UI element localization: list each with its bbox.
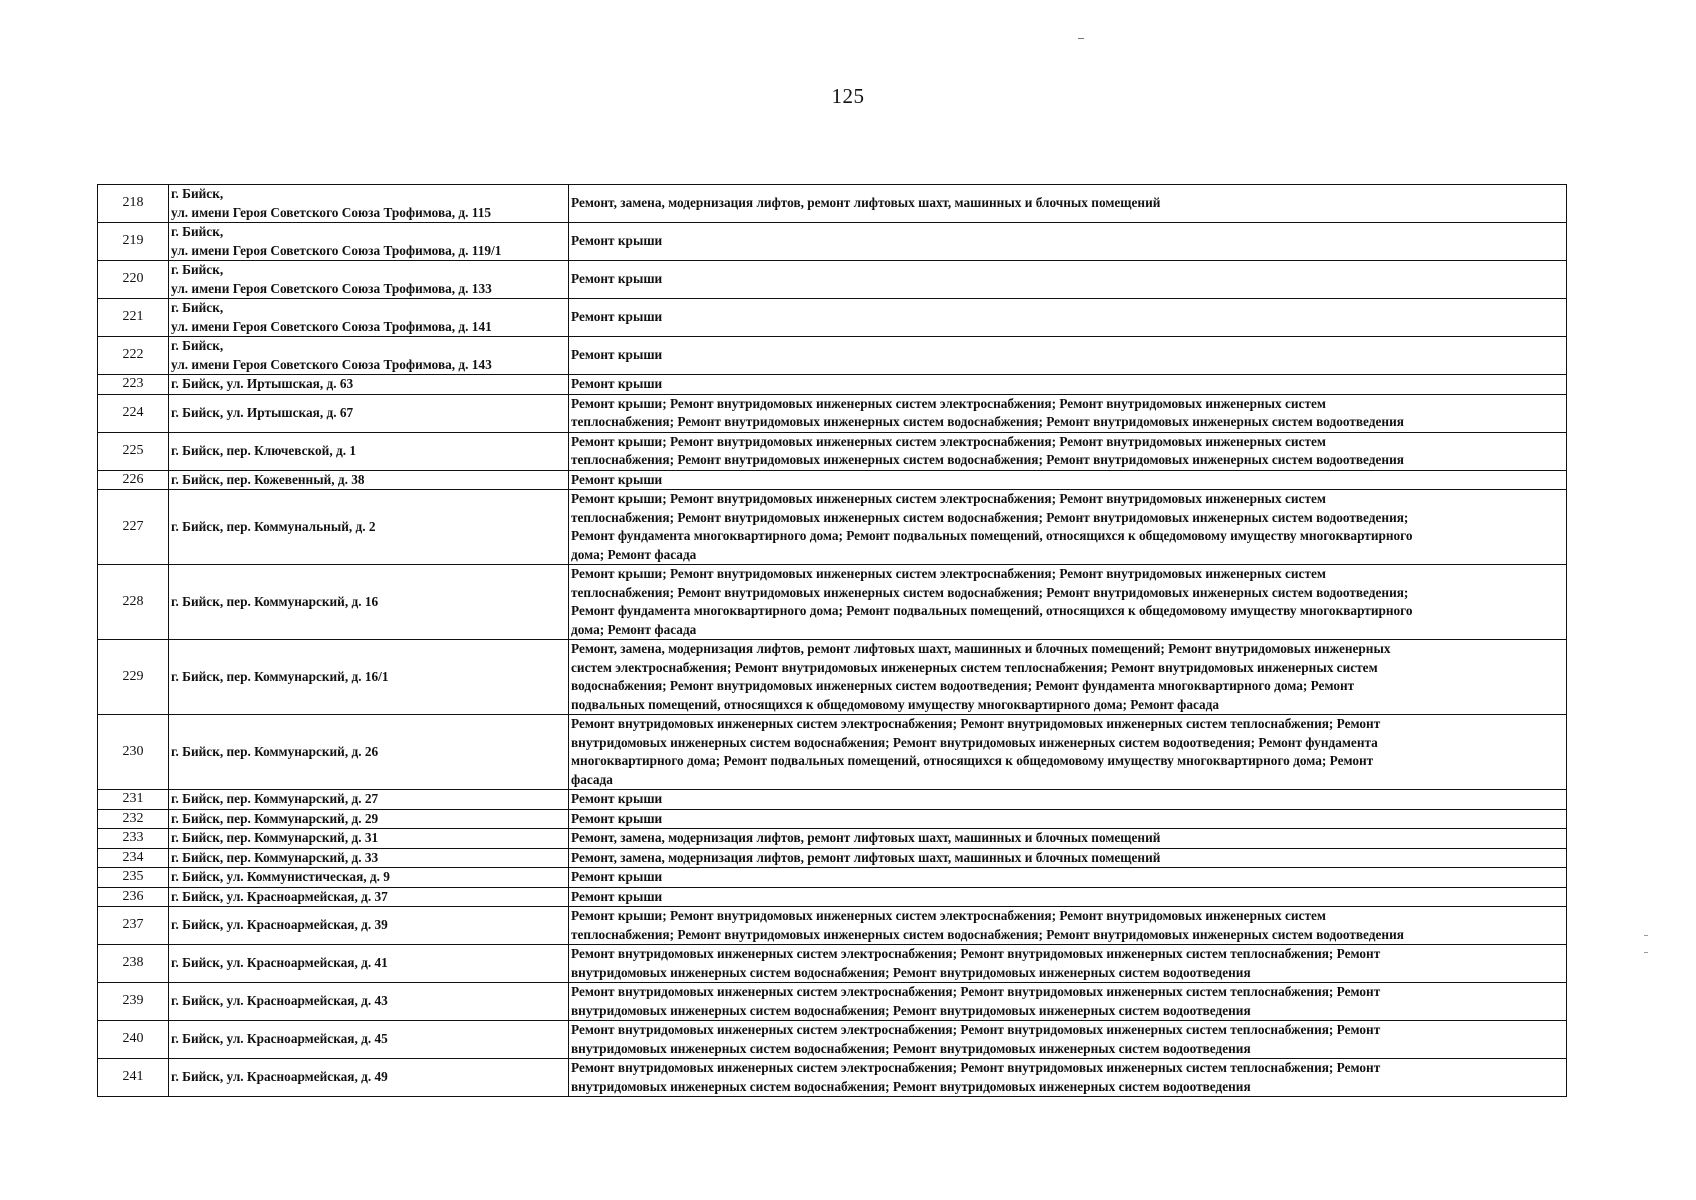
address-line: г. Бийск, пер. Коммунарский, д. 26 <box>171 743 379 759</box>
address-cell <box>169 185 569 223</box>
address-line: г. Бийск, ул. Иртышская, д. 67 <box>171 404 354 420</box>
row-number: 224 <box>98 394 169 432</box>
address-line: г. Бийск, пер. Коммунарский, д. 27 <box>171 791 379 806</box>
row-number: 240 <box>98 1021 169 1059</box>
work-type-line: Ремонт фундамента многоквартирного дома; Ремонт подвальных помещений, относящихся к общедомовому имуществу многоквартирного <box>571 603 1413 618</box>
address-line: г. Бийск, пер. Коммунарский, д. 33 <box>171 849 379 865</box>
work-type-cell <box>569 375 1567 395</box>
work-type-line: теплоснабжения; Ремонт внутридомовых инженерных систем водоснабжения; Ремонт внутридомовых инженерных систем водоотведения <box>571 414 1404 429</box>
work-type-line: внутридомовых инженерных систем водоснабжения; Ремонт внутридомовых инженерных систем водоотведения <box>571 1078 1251 1094</box>
row-number: 239 <box>98 983 169 1021</box>
work-type-line: Ремонт внутридомовых инженерных систем электроснабжения; Ремонт внутридомовых инженерных систем теплоснабжения; Ремонт <box>571 984 1381 999</box>
work-type-line: Ремонт крыши <box>571 347 663 363</box>
work-type-line: внутридомовых инженерных систем водоснабжения; Ремонт внутридомовых инженерных систем водоотведения <box>571 1040 1251 1056</box>
work-type-cell <box>569 829 1567 849</box>
work-type-line: Ремонт крыши; Ремонт внутридомовых инженерных систем электроснабжения; Ремонт внутридомовых инженерных систем <box>571 491 1326 506</box>
scan-mark <box>1078 38 1084 39</box>
table-row <box>98 394 1567 432</box>
address-line: г. Бийск, ул. Красноармейская, д. 37 <box>171 888 388 904</box>
work-type-cell <box>569 640 1567 715</box>
address-line: г. Бийск, пер. Кожевенный, д. 38 <box>171 471 365 487</box>
address-line: г. Бийск, ул. Красноармейская, д. 49 <box>171 1069 388 1085</box>
work-type-cell <box>569 983 1567 1021</box>
address-cell <box>169 790 569 810</box>
table-row <box>98 715 1567 790</box>
work-type-cell <box>569 470 1567 490</box>
address-cell <box>169 887 569 907</box>
work-type-line: Ремонт внутридомовых инженерных систем электроснабжения; Ремонт внутридомовых инженерных систем теплоснабжения; Ремонт <box>571 1022 1381 1037</box>
row-number: 233 <box>98 829 169 849</box>
address-cell <box>169 945 569 983</box>
work-type-line: Ремонт крыши; Ремонт внутридомовых инженерных систем электроснабжения; Ремонт внутридомовых инженерных систем <box>571 395 1326 411</box>
work-type-cell <box>569 1021 1567 1059</box>
work-type-line: теплоснабжения; Ремонт внутридомовых инженерных систем водоснабжения; Ремонт внутридомовых инженерных систем водоотведения; <box>571 584 1409 600</box>
work-type-cell <box>569 1059 1567 1097</box>
work-type-cell <box>569 432 1567 470</box>
address-line: ул. имени Героя Советского Союза Трофимова, д. 143 <box>171 356 492 372</box>
address-line: ул. имени Героя Советского Союза Трофимова, д. 141 <box>171 318 492 334</box>
table-row <box>98 261 1567 299</box>
address-cell <box>169 223 569 261</box>
address-line: г. Бийск, ул. Коммунистическая, д. 9 <box>171 869 390 884</box>
repair-schedule-table <box>97 184 1567 1097</box>
work-type-cell <box>569 868 1567 888</box>
row-number: 220 <box>98 261 169 299</box>
work-type-line: Ремонт крыши <box>571 869 663 884</box>
address-cell <box>169 261 569 299</box>
address-line: ул. имени Героя Советского Союза Трофимова, д. 119/1 <box>171 242 502 258</box>
table-row <box>98 490 1567 565</box>
work-type-cell <box>569 809 1567 829</box>
work-type-line: Ремонт крыши <box>571 471 663 487</box>
work-type-line: теплоснабжения; Ремонт внутридомовых инженерных систем водоснабжения; Ремонт внутридомовых инженерных систем водоотведения; <box>571 509 1409 525</box>
work-type-cell <box>569 848 1567 868</box>
address-cell <box>169 299 569 337</box>
table-row <box>98 1059 1567 1097</box>
address-line: г. Бийск, <box>171 224 224 239</box>
address-line: г. Бийск, пер. Ключевской, д. 1 <box>171 442 356 458</box>
table-row <box>98 640 1567 715</box>
address-cell <box>169 983 569 1021</box>
address-cell <box>169 470 569 490</box>
address-cell <box>169 715 569 790</box>
address-line: г. Бийск, ул. Красноармейская, д. 41 <box>171 955 388 971</box>
work-type-line: многоквартирного дома; Ремонт подвальных помещений, относящихся к общедомовому имуществу многоквартирного дома; Ремонт <box>571 753 1374 768</box>
row-number: 232 <box>98 809 169 829</box>
work-type-line: Ремонт, замена, модернизация лифтов, ремонт лифтовых шахт, машинных и блочных помещений <box>571 849 1161 865</box>
work-type-line: подвальных помещений, относящихся к общедомовому имуществу многоквартирного дома; Ремонт фасада <box>571 696 1220 712</box>
row-number: 235 <box>98 868 169 888</box>
address-cell <box>169 907 569 945</box>
work-type-line: фасада <box>571 771 613 787</box>
work-type-cell <box>569 299 1567 337</box>
work-type-line: Ремонт крыши <box>571 810 663 826</box>
row-number: 225 <box>98 432 169 470</box>
table-row <box>98 907 1567 945</box>
work-type-cell <box>569 945 1567 983</box>
address-cell <box>169 375 569 395</box>
address-cell <box>169 565 569 640</box>
row-number: 229 <box>98 640 169 715</box>
page-number: 125 <box>831 84 865 108</box>
work-type-line: Ремонт крыши <box>571 271 663 287</box>
table-row <box>98 848 1567 868</box>
address-cell <box>169 1059 569 1097</box>
work-type-line: Ремонт крыши <box>571 233 663 249</box>
scan-mark <box>1644 935 1648 936</box>
work-type-line: Ремонт, замена, модернизация лифтов, ремонт лифтовых шахт, машинных и блочных помещений; Ремонт внутридомовых инженерных <box>571 641 1391 656</box>
work-type-cell <box>569 490 1567 565</box>
work-type-cell <box>569 261 1567 299</box>
address-cell <box>169 490 569 565</box>
address-line: ул. имени Героя Советского Союза Трофимова, д. 115 <box>171 204 492 220</box>
work-type-line: Ремонт крыши <box>571 791 663 806</box>
work-type-cell <box>569 907 1567 945</box>
table-body <box>98 185 1567 1097</box>
address-line: г. Бийск, <box>171 186 224 201</box>
row-number: 222 <box>98 337 169 375</box>
address-line: г. Бийск, <box>171 300 224 315</box>
address-cell <box>169 848 569 868</box>
work-type-cell <box>569 394 1567 432</box>
table-row <box>98 565 1567 640</box>
work-type-cell <box>569 223 1567 261</box>
address-cell <box>169 809 569 829</box>
table-row <box>98 790 1567 810</box>
work-type-line: Ремонт фундамента многоквартирного дома; Ремонт подвальных помещений, относящихся к общедомовому имуществу многоквартирного <box>571 528 1413 543</box>
work-type-line: Ремонт крыши <box>571 888 663 904</box>
address-line: г. Бийск, ул. Иртышская, д. 63 <box>171 376 354 391</box>
row-number: 218 <box>98 185 169 223</box>
table-row <box>98 337 1567 375</box>
table-row <box>98 809 1567 829</box>
row-number: 227 <box>98 490 169 565</box>
address-cell <box>169 640 569 715</box>
work-type-cell <box>569 185 1567 223</box>
table-row <box>98 299 1567 337</box>
table-row <box>98 945 1567 983</box>
table-row <box>98 375 1567 395</box>
address-line: г. Бийск, пер. Коммунарский, д. 16 <box>171 593 379 609</box>
row-number: 231 <box>98 790 169 810</box>
address-cell <box>169 394 569 432</box>
row-number: 236 <box>98 887 169 907</box>
row-number: 221 <box>98 299 169 337</box>
work-type-line: Ремонт внутридомовых инженерных систем электроснабжения; Ремонт внутридомовых инженерных систем теплоснабжения; Ремонт <box>571 1060 1381 1075</box>
row-number: 237 <box>98 907 169 945</box>
table-row <box>98 185 1567 223</box>
work-type-line: систем электроснабжения; Ремонт внутридомовых инженерных систем теплоснабжения; Ремонт внутридомовых инженерных систем <box>571 659 1378 675</box>
work-type-line: Ремонт, замена, модернизация лифтов, ремонт лифтовых шахт, машинных и блочных помещений <box>571 830 1161 845</box>
address-line: ул. имени Героя Советского Союза Трофимова, д. 133 <box>171 280 492 296</box>
address-line: г. Бийск, ул. Красноармейская, д. 39 <box>171 917 388 933</box>
row-number: 228 <box>98 565 169 640</box>
address-cell <box>169 829 569 849</box>
address-line: г. Бийск, <box>171 338 224 353</box>
address-cell <box>169 868 569 888</box>
row-number: 234 <box>98 848 169 868</box>
work-type-line: Ремонт крыши; Ремонт внутридомовых инженерных систем электроснабжения; Ремонт внутридомовых инженерных систем <box>571 908 1326 923</box>
address-line: г. Бийск, пер. Коммунарский, д. 16/1 <box>171 668 389 684</box>
row-number: 230 <box>98 715 169 790</box>
table-row <box>98 983 1567 1021</box>
row-number: 226 <box>98 470 169 490</box>
row-number: 219 <box>98 223 169 261</box>
work-type-line: теплоснабжения; Ремонт внутридомовых инженерных систем водоснабжения; Ремонт внутридомовых инженерных систем водоотведения <box>571 926 1404 942</box>
table-row <box>98 432 1567 470</box>
address-cell <box>169 1021 569 1059</box>
work-type-cell <box>569 337 1567 375</box>
work-type-line: Ремонт крыши <box>571 376 663 391</box>
table-row <box>98 223 1567 261</box>
row-number: 223 <box>98 375 169 395</box>
work-type-line: Ремонт внутридомовых инженерных систем электроснабжения; Ремонт внутридомовых инженерных систем теплоснабжения; Ремонт <box>571 946 1381 961</box>
address-line: г. Бийск, <box>171 262 224 277</box>
row-number: 241 <box>98 1059 169 1097</box>
address-line: г. Бийск, ул. Красноармейская, д. 43 <box>171 993 388 1009</box>
table-row <box>98 868 1567 888</box>
address-line: г. Бийск, пер. Коммунальный, д. 2 <box>171 518 376 534</box>
work-type-line: внутридомовых инженерных систем водоснабжения; Ремонт внутридомовых инженерных систем водоотведения; Ремонт фундамента <box>571 734 1378 750</box>
work-type-cell <box>569 887 1567 907</box>
work-type-line: Ремонт крыши; Ремонт внутридомовых инженерных систем электроснабжения; Ремонт внутридомовых инженерных систем <box>571 433 1326 449</box>
table-row <box>98 1021 1567 1059</box>
work-type-line: внутридомовых инженерных систем водоснабжения; Ремонт внутридомовых инженерных систем водоотведения <box>571 964 1251 980</box>
address-cell <box>169 432 569 470</box>
address-line: г. Бийск, пер. Коммунарский, д. 31 <box>171 830 379 845</box>
table-row <box>98 470 1567 490</box>
scan-mark <box>1644 952 1648 953</box>
work-type-line: внутридомовых инженерных систем водоснабжения; Ремонт внутридомовых инженерных систем водоотведения <box>571 1002 1251 1018</box>
address-line: г. Бийск, пер. Коммунарский, д. 29 <box>171 810 379 826</box>
table-row <box>98 829 1567 849</box>
work-type-line: водоснабжения; Ремонт внутридомовых инженерных систем водоотведения; Ремонт фундамента многоквартирного дома; Ремонт <box>571 678 1355 693</box>
work-type-line: дома; Ремонт фасада <box>571 546 697 562</box>
work-type-line: дома; Ремонт фасада <box>571 621 697 637</box>
table-row <box>98 887 1567 907</box>
work-type-cell <box>569 715 1567 790</box>
work-type-cell <box>569 790 1567 810</box>
address-line: г. Бийск, ул. Красноармейская, д. 45 <box>171 1031 388 1047</box>
work-type-line: теплоснабжения; Ремонт внутридомовых инженерных систем водоснабжения; Ремонт внутридомовых инженерных систем водоотведения <box>571 452 1404 467</box>
work-type-line: Ремонт крыши <box>571 309 663 325</box>
work-type-line: Ремонт крыши; Ремонт внутридомовых инженерных систем электроснабжения; Ремонт внутридомовых инженерных систем <box>571 566 1326 581</box>
row-number: 238 <box>98 945 169 983</box>
work-type-line: Ремонт, замена, модернизация лифтов, ремонт лифтовых шахт, машинных и блочных помещений <box>571 195 1161 211</box>
address-cell <box>169 337 569 375</box>
work-type-cell <box>569 565 1567 640</box>
work-type-line: Ремонт внутридомовых инженерных систем электроснабжения; Ремонт внутридомовых инженерных систем теплоснабжения; Ремонт <box>571 716 1381 731</box>
